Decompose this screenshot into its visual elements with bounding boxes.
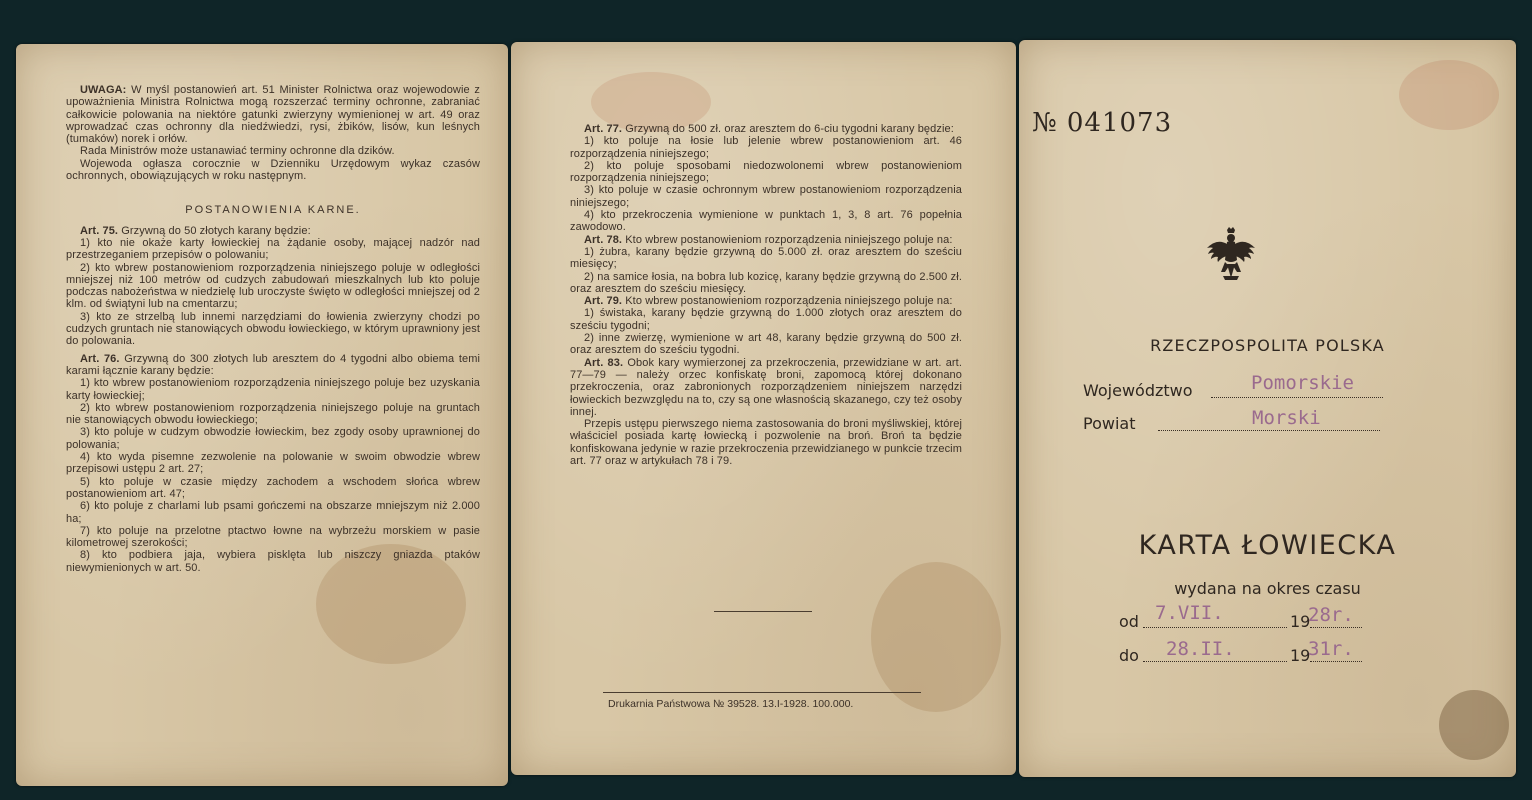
to-year-prefix: 19: [1290, 646, 1311, 665]
art75-paragraph: [66, 225, 480, 237]
middle-page: [511, 42, 1016, 775]
to-year-line: [1310, 661, 1362, 662]
county-label: Powiat: [1083, 414, 1136, 433]
cover-page: [1019, 40, 1516, 777]
divider-rule: [603, 692, 921, 693]
left-page-text: [66, 84, 480, 574]
art77-item: 2) kto poluje sposobami niedozwolonemi wbrew postanowieniom rozporządzenia niniejszego;: [570, 159, 962, 185]
art83-heading: Art. 83.: [584, 356, 624, 369]
art83-paragraph-2: Przepis ustępu pierwszego niema zastosowania do broni myśliwskiej, której właściciel posiada kartę łowiecką i pozwolenie na broń. Broń ta będzie konfiskowana jedynie w razie przekroczenia przewidzianego w punkcie trzecim art. 77 oraz w artykułach 78 i 79.: [570, 418, 962, 468]
art79-item: 1) świstaka, karany będzie grzywną do 1.000 złotych oraz aresztem do sześciu tygodni;: [570, 307, 962, 332]
to-date-line: [1143, 661, 1287, 662]
to-year-value: 31r.: [1308, 638, 1354, 660]
printer-imprint: Drukarnia Państwowa № 39528. 13.I-1928. 100.000.: [608, 698, 854, 710]
to-date-value: 28.II.: [1166, 638, 1235, 660]
uwaga-text: W myśl postanowień art. 51 Minister Rolnictwa oraz wojewodowie z upoważnienia Ministra Rolnictwa mogą rozszerzać terminy ochronne, zabraniać całkowicie polowania na niektóre gatunki zwierzyny wymienionej w art. 49 oraz wprowadzać czas ochronny dla niedźwiedzi, rysi, żbików, lisów, kun leśnych (tumaków) norek i orłów.: [66, 84, 480, 146]
art77-item: 3) kto poluje w czasie ochronnym wbrew postanowieniom rozporządzenia niniejszego;: [570, 184, 962, 209]
art83-text: Obok kary wymierzonej za przekroczenia, przewidziane w art. art. 77—79 — należy orzec konfiskatę broni, zapomocą której dokonano przekroczenia, oraz zabronionych rozporządzeniem niniejszem narzędzi łowieckich bezwzględu na to, czy są one własnością skazanego, czy też osoby innej.: [570, 356, 962, 418]
paper-stain: [1439, 690, 1509, 760]
validity-subtitle: wydana na okres czasu: [1174, 579, 1361, 598]
art76-item: 3) kto poluje w cudzym obwodzie łowieckim, bez zgody osoby uprawnionej do polowania;: [66, 426, 480, 451]
art75-heading: Art. 75.: [80, 224, 119, 237]
art79-paragraph: [570, 295, 962, 307]
from-year-value: 28r.: [1308, 604, 1354, 626]
art76-paragraph: [66, 353, 480, 378]
middle-page-text: [570, 123, 962, 467]
document-title: KARTA ŁOWIECKA: [1138, 530, 1397, 561]
county-line: [1158, 430, 1380, 431]
art77-heading: Art. 77.: [584, 123, 623, 135]
art76-text: Grzywną do 300 złotych lub aresztem do 4 tygodni albo obiema temi karami łącznie karany będzie:: [66, 352, 481, 377]
art78-paragraph: [570, 234, 962, 246]
from-year-line: [1310, 627, 1362, 628]
to-label: do: [1119, 646, 1139, 665]
paper-stain: [1399, 60, 1499, 130]
from-year-prefix: 19: [1290, 612, 1311, 631]
wojewoda-paragraph: Wojewoda ogłasza corocznie w Dzienniku Urzędowym wykaz czasów ochronnych, obowiązujących w roku następnym.: [66, 157, 480, 183]
art79-item: 2) inne zwierzę, wymienione w art 48, karany będzie grzywną do 500 zł. oraz aresztem do sześciu tygodni.: [570, 332, 962, 357]
art76-item: 1) kto wbrew postanowieniom rozporządzenia niniejszego poluje bez uzyskania karty łowieckiej;: [66, 377, 480, 402]
art79-text: Kto wbrew postanowieniom rozporządzenia niniejszego poluje na:: [625, 295, 953, 308]
section-title: POSTANOWIENIA KARNE.: [185, 204, 361, 217]
divider-rule: [714, 611, 812, 612]
art76-item: 7) kto poluje na przelotne ptactwo łowne na wybrzeżu morskiem w pasie kilometrowej szerokości;: [66, 524, 480, 550]
uwaga-paragraph: [66, 84, 480, 145]
from-date-value: 7.VII.: [1155, 602, 1224, 624]
rada-paragraph: Rada Ministrów może ustanawiać terminy ochronne dla dzików.: [80, 145, 395, 158]
county-value: Morski: [1252, 407, 1321, 429]
art78-item: 1) żubra, karany będzie grzywną do 5.000 zł. oraz aresztem do sześciu miesięcy;: [570, 245, 962, 271]
art83-paragraph: [570, 357, 962, 418]
art77-item: 1) kto poluje na łosie lub jelenie wbrew postanowieniom art. 46 rozporządzenia niniejszego;: [570, 135, 962, 160]
art75-text: Grzywną do 50 złotych karany będzie:: [121, 224, 311, 237]
art76-item: 2) kto wbrew postanowieniom rozporządzenia niniejszego poluje na gruntach nie stanowiących obwodu łowieckiego;: [66, 401, 480, 427]
art78-item: 2) na samice łosia, na bobra lub kozicę, karany będzie grzywną do 2.500 zł. oraz aresztem do sześciu miesięcy.: [570, 270, 962, 295]
document-number: № 041073: [1032, 108, 1173, 138]
art77-paragraph: [570, 123, 962, 135]
uwaga-label: UWAGA:: [80, 84, 127, 96]
art78-heading: Art. 78.: [584, 233, 623, 246]
art75-item: 1) kto nie okaże karty łowieckiej na żądanie osoby, mającej nadzór nad przestrzeganiem przepisów o polowaniu;: [66, 236, 480, 262]
voivodeship-value: Pomorskie: [1251, 372, 1354, 394]
art76-item: 6) kto poluje z charlami lub psami gończemi na obszarze mniejszym niż 2.000 ha;: [66, 500, 480, 525]
paper-stain: [871, 562, 1001, 712]
art76-item: 5) kto poluje w czasie między zachodem a wschodem słońca wbrew postanowieniom art. 47;: [66, 475, 480, 500]
voivodeship-label: Województwo: [1083, 381, 1193, 400]
state-name: RZECZPOSPOLITA POLSKA: [1150, 336, 1385, 355]
art76-item: 8) kto podbiera jaja, wybiera pisklęta lub niszczy gniazda ptaków niewymienionych w art. 50.: [66, 549, 480, 574]
art77-item: 4) kto przekroczenia wymienione w punktach 1, 3, 8 art. 76 popełnia zawodowo.: [570, 209, 962, 234]
art78-text: Kto wbrew postanowieniom rozporządzenia niniejszego poluje na:: [625, 233, 953, 246]
art75-item: 3) kto ze strzelbą lub innemi narzędziami do łowienia zwierzyny chodzi po cudzych gruntach nie stanowiących obwodu łowieckiego, w którym uprawniony jest do polowania.: [66, 310, 480, 348]
eagle-emblem-icon: [1205, 226, 1257, 284]
art79-heading: Art. 79.: [584, 295, 623, 308]
art76-heading: Art. 76.: [80, 352, 120, 365]
art75-item: 2) kto wbrew postanowieniom rozporządzenia niniejszego poluje w odległości mniejszej niż 100 metrów od cudzych zabudowań mieszkalnych lub kto poluje podczas nabożeństwa w niedzielę lub uroczyste święto w odległości mniejszej od 2 klm. od świątyni lub na cmentarzu;: [66, 261, 480, 311]
art77-text: Grzywną do 500 zł. oraz aresztem do 6-ciu tygodni karany będzie:: [625, 123, 954, 135]
voivodeship-line: [1211, 397, 1383, 398]
from-label: od: [1119, 612, 1139, 631]
art76-item: 4) kto wyda pisemne zezwolenie na polowanie w swoim obwodzie wbrew przepisowi ustępu 2 art. 27;: [66, 451, 480, 476]
from-date-line: [1143, 627, 1287, 628]
left-page: [16, 44, 508, 786]
